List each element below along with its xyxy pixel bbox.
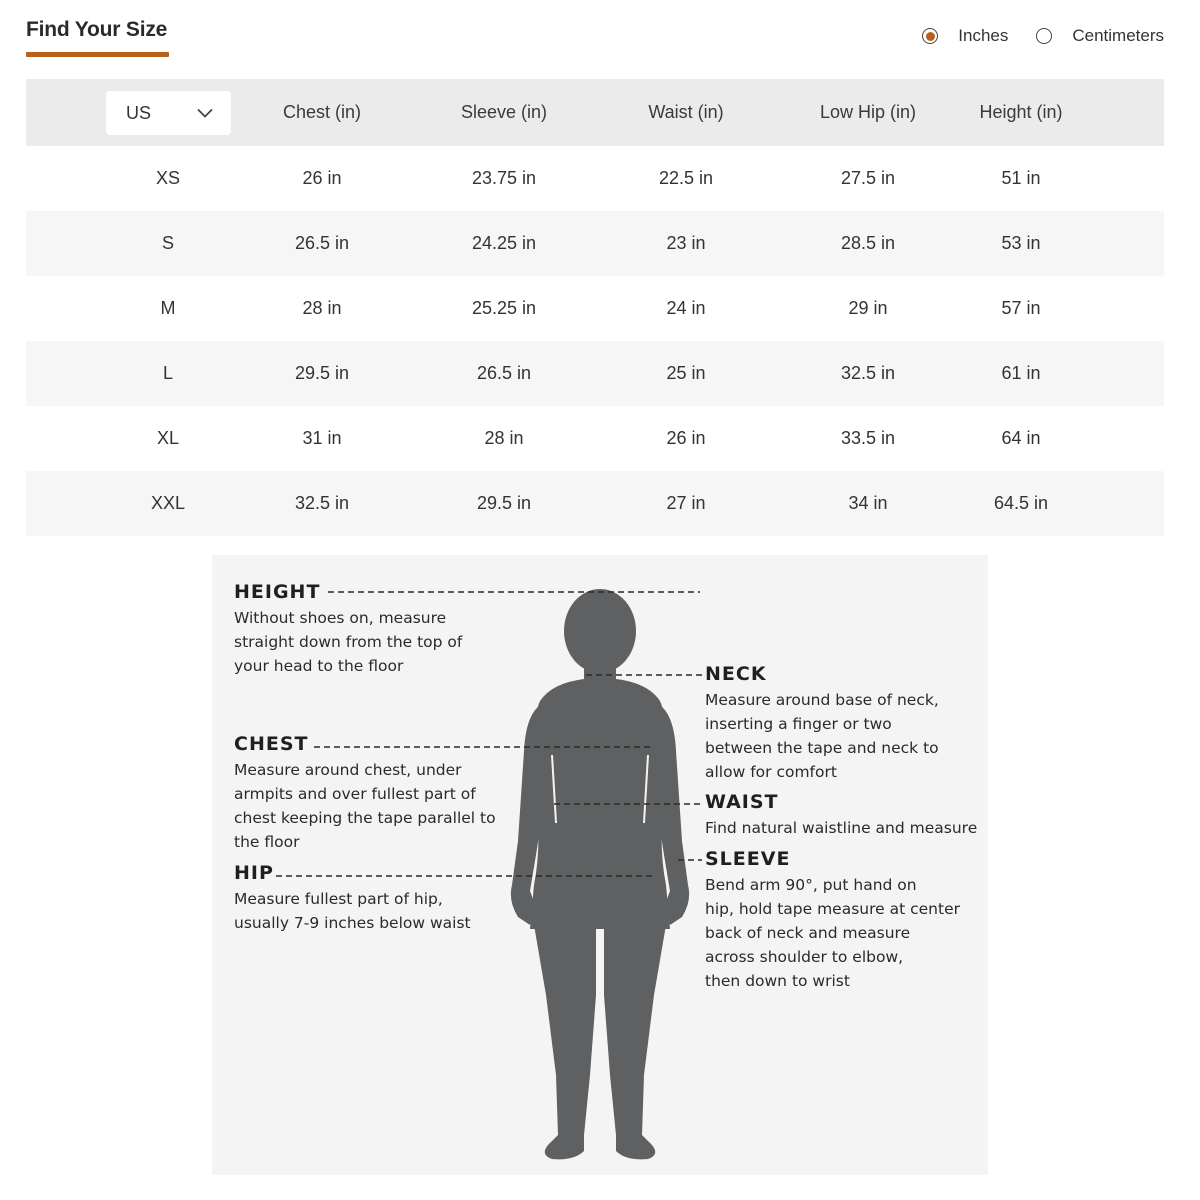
height-description <box>234 606 462 678</box>
hip-line: Measure fullest part of hip, <box>234 890 443 908</box>
chest-heading: CHEST <box>234 733 309 755</box>
waist-cell: 23 in <box>666 233 706 253</box>
size-cell: XS <box>155 168 181 188</box>
size-cell: S <box>161 233 175 253</box>
height-cell: 64.5 in <box>993 493 1049 513</box>
waist-heading: WAIST <box>705 791 779 813</box>
sleeve-cell: 23.75 in <box>471 168 537 188</box>
chest-line: the floor <box>234 833 300 851</box>
low-hip-cell: 28.5 in <box>840 233 896 253</box>
height-line: Without shoes on, measure <box>234 609 447 627</box>
waist-cell: 25 in <box>666 363 706 383</box>
unit-toggle <box>922 26 1164 46</box>
sleeve-cell: 28 in <box>484 428 524 448</box>
sleeve-description <box>705 873 960 993</box>
size-guide-header <box>26 0 1164 64</box>
waist-line: Find natural waistline and measure <box>705 819 978 837</box>
sleeve-line: back of neck and measure <box>705 924 911 942</box>
unit-option-centimeters[interactable] <box>1036 26 1164 46</box>
column-header-waist: Waist (in) <box>648 102 724 122</box>
sleeve-line: then down to wrist <box>705 972 850 990</box>
table-row <box>26 146 1164 211</box>
table-row <box>26 341 1164 406</box>
height-line: your head to the floor <box>234 657 404 675</box>
region-select-value: US <box>126 102 152 123</box>
waist-cell: 27 in <box>666 493 706 513</box>
column-header-low-hip: Low Hip (in) <box>819 102 917 122</box>
table-row <box>26 276 1164 341</box>
page-title: Find Your Size <box>26 18 168 41</box>
table-header <box>26 79 1164 146</box>
height-cell: 61 in <box>1001 363 1041 383</box>
chest-line: Measure around chest, under <box>234 761 462 779</box>
height-cell: 51 in <box>1001 168 1041 188</box>
table-row <box>26 406 1164 471</box>
column-header-chest: Chest (in) <box>282 102 362 122</box>
chest-cell: 26 in <box>302 168 342 188</box>
sleeve-cell: 26.5 in <box>476 363 532 383</box>
chest-line: armpits and over fullest part of <box>234 785 476 803</box>
size-cell: M <box>160 298 176 318</box>
column-header-height: Height (in) <box>979 102 1063 122</box>
sleeve-cell: 29.5 in <box>476 493 532 513</box>
sleeve-line: hip, hold tape measure at center <box>705 900 960 918</box>
height-cell: 64 in <box>1001 428 1041 448</box>
low-hip-cell: 34 in <box>848 493 888 513</box>
neck-line: inserting a finger or two <box>705 715 892 733</box>
hip-heading: HIP <box>234 862 274 884</box>
centimeters-radio[interactable] <box>1036 28 1052 44</box>
chest-description <box>234 758 496 854</box>
waist-cell: 26 in <box>666 428 706 448</box>
size-cell: L <box>162 363 174 383</box>
table-row <box>26 211 1164 276</box>
neck-description <box>705 688 939 784</box>
waist-description <box>705 816 977 840</box>
chest-line: chest keeping the tape parallel to <box>234 809 496 827</box>
measurement-diagram <box>212 555 988 1175</box>
chest-cell: 28 in <box>302 298 342 318</box>
sleeve-line: across shoulder to elbow, <box>705 948 904 966</box>
chevron-down-icon <box>197 108 213 118</box>
waist-cell: 24 in <box>666 298 706 318</box>
neck-heading: NECK <box>705 663 767 685</box>
size-cell: XXL <box>150 493 186 513</box>
sleeve-cell: 24.25 in <box>471 233 537 253</box>
height-cell: 57 in <box>1001 298 1041 318</box>
low-hip-cell: 33.5 in <box>840 428 896 448</box>
hip-description <box>234 887 471 935</box>
chest-cell: 32.5 in <box>294 493 350 513</box>
sleeve-heading: SLEEVE <box>705 848 791 870</box>
low-hip-cell: 27.5 in <box>840 168 896 188</box>
unit-option-inches[interactable] <box>922 26 1008 46</box>
height-line: straight down from the top of <box>234 633 463 651</box>
neck-line: between the tape and neck to <box>705 739 939 757</box>
chest-cell: 31 in <box>302 428 342 448</box>
neck-line: Measure around base of neck, <box>705 691 939 709</box>
inches-label: Inches <box>958 26 1009 45</box>
height-heading: HEIGHT <box>234 581 321 603</box>
low-hip-cell: 29 in <box>848 298 888 318</box>
radio-selected-dot <box>926 32 935 41</box>
size-table <box>26 79 1164 536</box>
low-hip-cell: 32.5 in <box>840 363 896 383</box>
waist-cell: 22.5 in <box>658 168 714 188</box>
sleeve-cell: 25.25 in <box>471 298 537 318</box>
sleeve-line: Bend arm 90°, put hand on <box>705 876 917 894</box>
chest-cell: 26.5 in <box>294 233 350 253</box>
region-select[interactable] <box>106 91 231 135</box>
table-row <box>26 471 1164 536</box>
centimeters-label: Centimeters <box>1072 26 1164 45</box>
title-underline <box>26 52 169 57</box>
column-header-sleeve: Sleeve (in) <box>460 102 548 122</box>
height-cell: 53 in <box>1001 233 1041 253</box>
neck-line: allow for comfort <box>705 763 837 781</box>
hip-line: usually 7-9 inches below waist <box>234 914 471 932</box>
chest-cell: 29.5 in <box>294 363 350 383</box>
size-cell: XL <box>156 428 180 448</box>
inches-radio[interactable] <box>922 28 938 44</box>
